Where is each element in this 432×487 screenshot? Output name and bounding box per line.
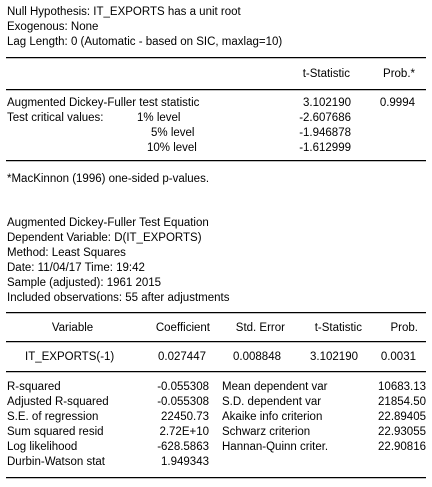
coef-header-coefficient: Coefficient [155, 322, 210, 334]
coef-header-prob: Prob. [390, 322, 418, 334]
observations-line: Included observations: 55 after adjustments [7, 292, 230, 304]
coef-row-tstat: 3.102190 [310, 351, 358, 363]
stat-value-sd-dep: 21854.50 [378, 396, 426, 408]
coef-row-variable: IT_EXPORTS(-1) [25, 351, 115, 363]
stat-label-akaike: Akaike info criterion [222, 411, 323, 423]
coef-row-coefficient: 0.027447 [158, 351, 206, 363]
table-divider-shadow [6, 161, 426, 162]
crit-value-10: -1.612999 [299, 142, 351, 154]
coef-row-prob: 0.0031 [380, 351, 416, 363]
adf-stat-label: Augmented Dickey-Fuller test statistic [7, 97, 200, 109]
exogenous-line: Exogenous: None [7, 21, 99, 33]
stat-label-mean-dep: Mean dependent var [222, 381, 328, 393]
stat-label-se-regression: S.E. of regression [7, 411, 99, 423]
crit-level-5: 5% level [151, 127, 195, 139]
dependent-variable-line: Dependent Variable: D(IT_EXPORTS) [7, 232, 202, 244]
adf-stat-prob: 0.9994 [379, 97, 415, 109]
stat-label-durbin-watson: Durbin-Watson stat [7, 456, 105, 468]
date-time-line: Date: 11/04/17 Time: 19:42 [7, 262, 145, 274]
crit-level-1: 1% level [137, 112, 181, 124]
coef-header-variable: Variable [51, 322, 94, 334]
stat-value-log-likelihood: -628.5863 [157, 441, 209, 453]
null-hypothesis-line: Null Hypothesis: IT_EXPORTS has a unit root [7, 6, 241, 18]
stat-value-adj-r-squared: -0.055308 [157, 396, 209, 408]
stat-value-mean-dep: 10683.13 [378, 381, 426, 393]
adf-col-prob: Prob.* [383, 68, 415, 80]
coef-row-std-error: 0.008848 [233, 351, 281, 363]
stat-value-hannan-quinn: 22.90816 [378, 441, 426, 453]
sample-line: Sample (adjusted): 1961 2015 [7, 277, 162, 289]
stat-label-ssr: Sum squared resid [7, 426, 104, 438]
stat-label-adj-r-squared: Adjusted R-squared [7, 396, 109, 408]
table-divider-shadow [6, 313, 426, 314]
equation-title: Augmented Dickey-Fuller Test Equation [7, 217, 209, 229]
stat-value-durbin-watson: 1.949343 [161, 456, 209, 468]
adf-stat-value: 3.102190 [303, 97, 351, 109]
coef-header-std-error: Std. Error [235, 322, 285, 334]
lag-length-line: Lag Length: 0 (Automatic - based on SIC, maxlag=10) [7, 36, 283, 48]
mackinnon-footnote: *MacKinnon (1996) one-sided p-values. [7, 173, 210, 185]
stat-value-se-regression: 22450.73 [161, 411, 209, 423]
adf-col-tstat: t-Statistic [302, 68, 350, 80]
stat-value-ssr: 2.72E+10 [159, 426, 209, 438]
crit-level-10: 10% level [147, 142, 197, 154]
crit-value-5: -1.946878 [299, 127, 351, 139]
stat-label-r-squared: R-squared [7, 381, 61, 393]
coef-header-tstat: t-Statistic [314, 322, 362, 334]
stat-value-r-squared: -0.055308 [157, 381, 209, 393]
table-divider-shadow [6, 342, 426, 343]
stat-label-log-likelihood: Log likelihood [7, 441, 78, 453]
stat-value-akaike: 22.89405 [378, 411, 426, 423]
table-divider-shadow [6, 478, 426, 479]
table-divider-shadow [6, 372, 426, 373]
method-line: Method: Least Squares [7, 247, 126, 259]
stat-value-schwarz: 22.93055 [378, 426, 426, 438]
stat-label-sd-dep: S.D. dependent var [222, 396, 322, 408]
stat-label-hannan-quinn: Hannan-Quinn criter. [222, 441, 329, 453]
stat-label-schwarz: Schwarz criterion [222, 426, 311, 438]
critical-values-label: Test critical values: [7, 112, 104, 124]
table-divider-shadow [6, 58, 426, 59]
table-divider-shadow [6, 90, 426, 91]
crit-value-1: -2.607686 [299, 112, 351, 124]
